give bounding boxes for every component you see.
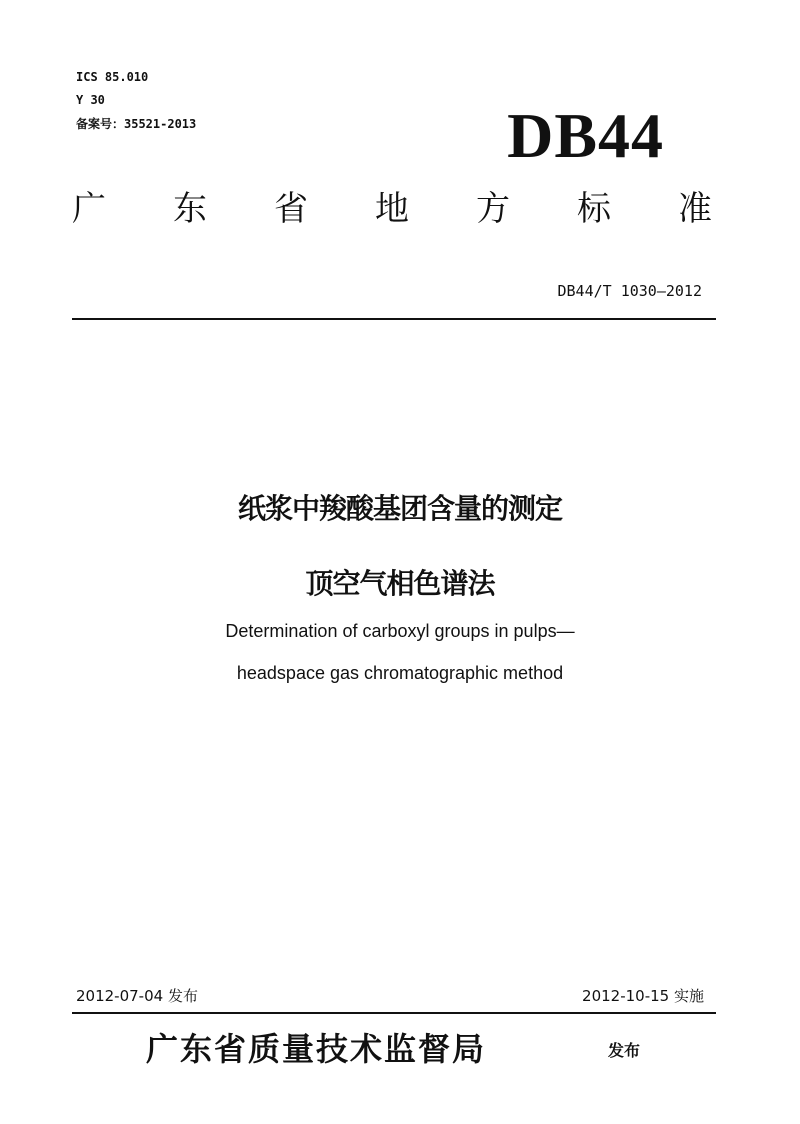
- db44-logo: DB44: [507, 100, 664, 171]
- chinese-title-line-2: 顶空气相色谱法: [305, 567, 495, 600]
- chinese-title-line-1: 纸浆中羧酸基团含量的测定: [237, 492, 562, 525]
- title-char: 标: [577, 189, 611, 229]
- ics-code: ICS 85.010: [76, 70, 149, 84]
- publisher-name: 广东省质量技术监督局: [146, 1030, 487, 1068]
- issue-date: 2012-07-04 发布: [76, 987, 198, 1005]
- implementation-date: 2012-10-15 实施: [582, 987, 704, 1005]
- classification-code: Y 30: [76, 93, 105, 107]
- standard-type-title: [72, 189, 712, 229]
- standard-number: DB44/T 1030—2012: [557, 282, 702, 300]
- english-title-line-1: Determination of carboxyl groups in pulps—: [225, 621, 575, 641]
- title-char: 东: [173, 189, 207, 229]
- title-char: 地: [375, 189, 409, 229]
- title-char: 省: [274, 189, 308, 229]
- title-char: 方: [476, 189, 510, 229]
- english-title-line-2: headspace gas chromatographic method: [236, 663, 564, 683]
- publish-label: 发布: [608, 1041, 641, 1060]
- title-char: 准: [678, 189, 712, 229]
- title-char: 广: [72, 189, 106, 229]
- filing-number: 备案号：35521-2013: [76, 117, 197, 131]
- top-divider: [72, 318, 716, 320]
- bottom-divider: [72, 1012, 716, 1014]
